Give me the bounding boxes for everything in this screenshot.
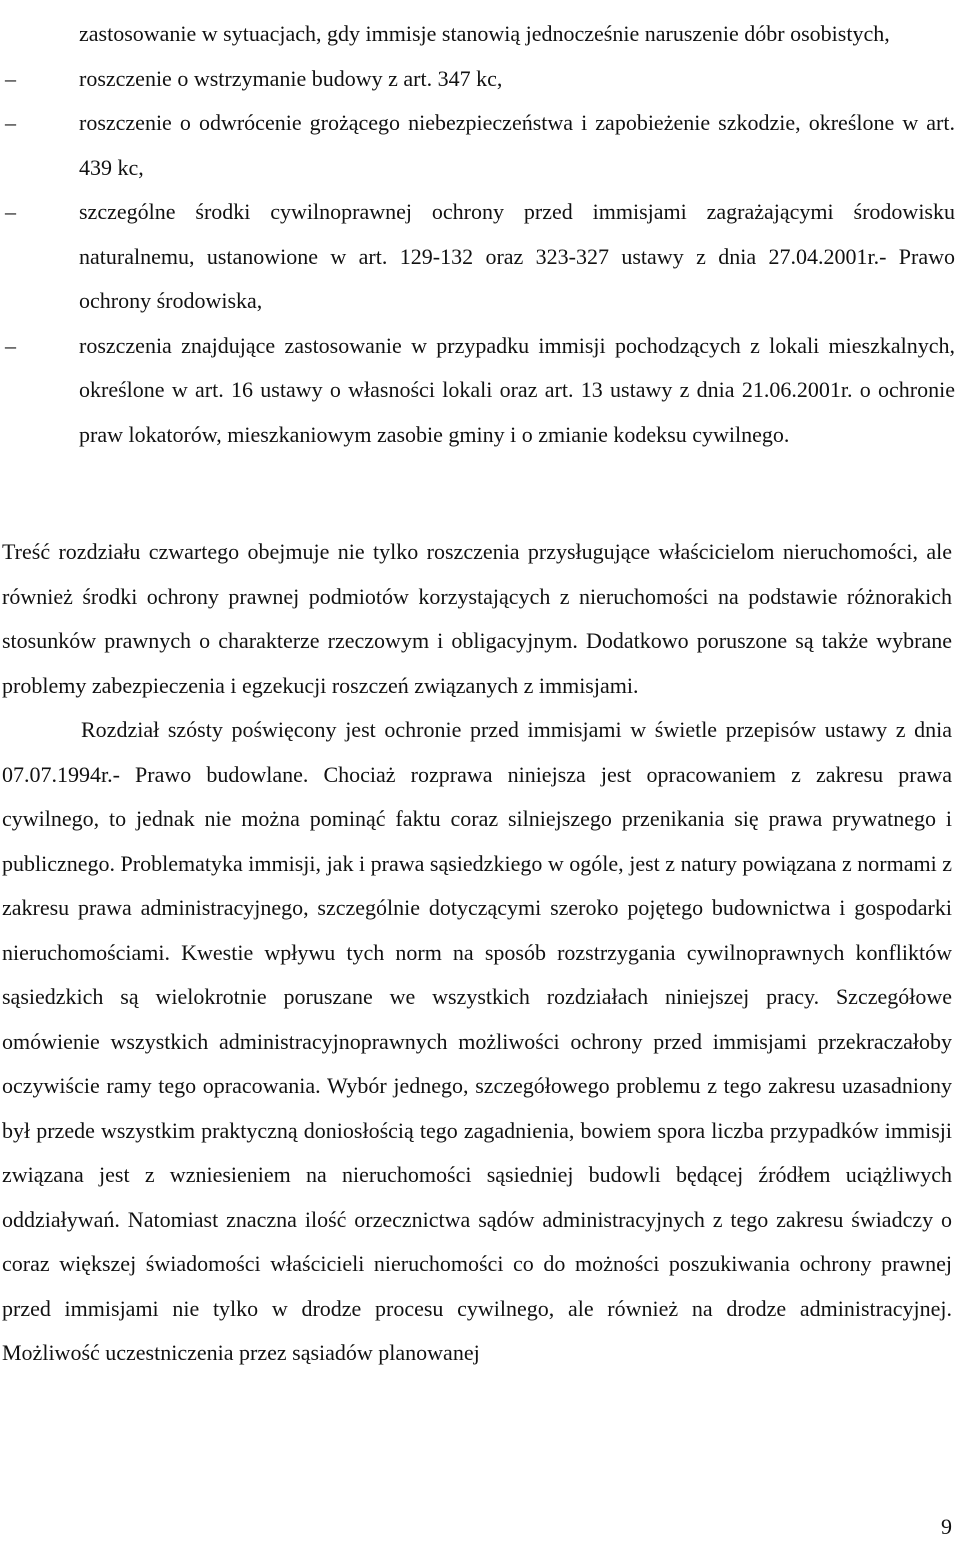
list-item	[0, 57, 960, 102]
dash-bullet: –	[5, 110, 16, 135]
page-number: 9	[941, 1514, 952, 1539]
list-item-text: roszczenie o wstrzymanie budowy z art. 347 kc,	[79, 65, 503, 91]
remedies-list	[0, 12, 960, 457]
paragraph-chapter-four: Treść rozdziału czwartego obejmuje nie tylko roszczenia przysługujące właścicielom nieruchomości, ale również środki ochrony prawnej podmiotów korzystających z nieruchomości na podstawie różnorakich stosunków prawnych o charakterze rzeczowym i obligacyjnym. Dodatkowo poruszone są także wybrane problemy zabezpieczenia i egzekucji roszczeń związanych z immisjami.	[2, 539, 952, 698]
list-item	[0, 324, 960, 458]
list-item	[0, 101, 960, 190]
list-item-text: szczególne środki cywilnoprawnej ochrony przed immisjami zagrażającymi środowisku naturalnemu, ustanowione w art. 129-132 oraz 323-327 ustawy z dnia 27.04.2001r.- Prawo ochrony środowiska,	[79, 199, 955, 313]
dash-bullet: –	[5, 65, 16, 91]
list-item	[0, 190, 960, 324]
dash-bullet: –	[5, 332, 16, 358]
list-item-text: zastosowanie w sytuacjach, gdy immisje stanowią jednocześnie naruszenie dóbr osobistych,	[79, 21, 890, 46]
body-text	[2, 530, 956, 1376]
paragraph-chapter-six: Rozdział szósty poświęcony jest ochronie przed immisjami w świetle przepisów ustawy z dnia 07.07.1994r.- Prawo budowlane. Chociaż rozprawa niniejsza jest opracowaniem z zakresu prawa cywilnego, to jednak nie można pominąć faktu coraz silniejszego przenikania się prawa prywatnego i publicznego. Problematyka immisji, jak i prawa sąsiedzkiego w ogóle, jest z natury powiązana z normami z zakresu prawa administracyjnego, szczególnie dotyczącymi szeroko pojętego budownictwa i gospodarki nieruchomościami. Kwestie wpływu tych norm na sposób rozstrzygania cywilnoprawnych konfliktów sąsiedzkich są wielokrotnie poruszane we wszystkich rozdziałach niniejszej pracy. Szczegółowe omówienie wszystkich administracyjnoprawnych możliwości ochrony przed immisjami przekraczałoby oczywiście ramy tego opracowania. Wybór jednego, szczegółowego problemu z tego zakresu uzasadniony był przede wszystkim praktyczną doniosłością tego zagadnienia, bowiem spora liczba przypadków immisji związana jest z wzniesieniem na nieruchomości sąsiedniej budowli będącej źródłem uciążliwych oddziaływań. Natomiast znaczna ilość orzecznictwa sądów administracyjnych z tego zakresu świadczy o coraz większej świadomości właścicieli nieruchomości co do możności poszukiwania ochrony prawnej przed immisjami nie tylko w drodze procesu cywilnego, ale również na drodze administracyjnej. Możliwość uczestniczenia przez sąsiadów planowanej	[2, 717, 952, 1365]
list-item-text: roszczenia znajdujące zastosowanie w przypadku immisji pochodzących z lokali mieszkalnych, określone w art. 16 ustawy o własności lokali oraz art. 13 ustawy z dnia 21.06.2001r. o ochronie praw lokatorów, mieszkaniowym zasobie gminy i o zmianie kodeksu cywilnego.	[79, 332, 955, 447]
list-item-continuation	[0, 12, 960, 57]
list-item-text: roszczenie o odwrócenie grożącego niebezpieczeństwa i zapobieżenie szkodzie, określone w art. 439 kc,	[79, 110, 955, 180]
dash-bullet: –	[5, 199, 16, 224]
